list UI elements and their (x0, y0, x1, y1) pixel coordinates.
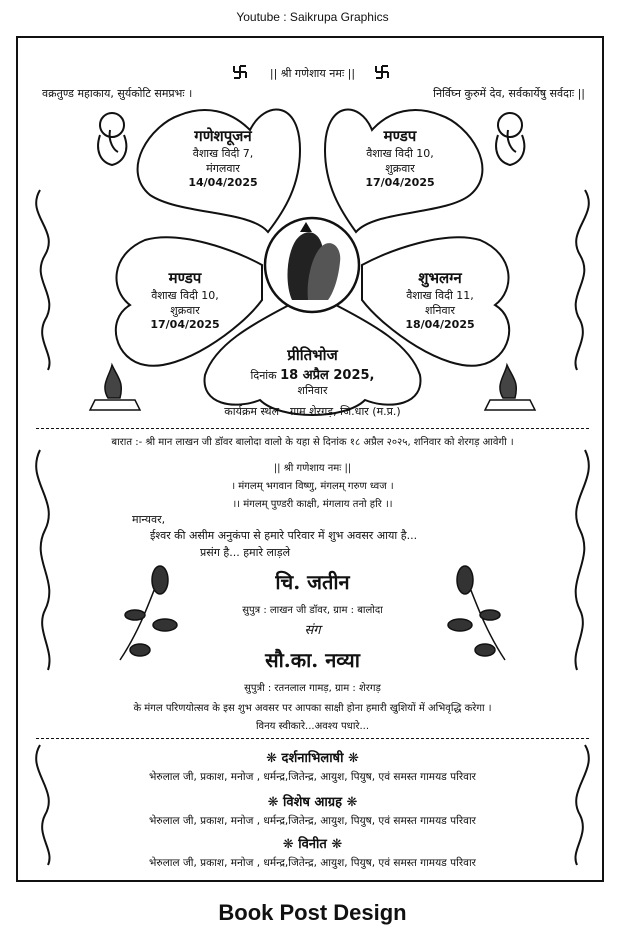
bride-name: सौ.का. नव्या (265, 648, 360, 672)
event-date: 17/04/2025 (150, 318, 220, 331)
invite-greeting: मान्यवर, (132, 513, 166, 526)
event-date: 14/04/2025 (188, 176, 258, 189)
event-date: 17/04/2025 (365, 176, 435, 189)
event-line: वैशाख विदी 10, (366, 147, 434, 160)
closing-line-1: के मंगल परिणयोत्सव के इस शुभ अवसर पर आपका साक्षी होना हमारी खुशियों में अभिवृद्धि करेगा । (133, 703, 492, 714)
event-title: मण्डप (168, 269, 202, 287)
section-vineet-text: भेरुलाल जी, प्रकाश, मनोज , धर्मन्द्र,जितेन्द्र, आयुश, पियुष, एवं समस्त गामयड परिवार (149, 857, 476, 869)
shloka-line-1: || श्री गणेशाय नमः || (273, 463, 352, 474)
event-day: मंगलवार (206, 162, 240, 175)
divider-dashed (36, 428, 589, 429)
ganesha-left-icon (98, 113, 126, 165)
bride-parent: सुपुत्री : रतनलाल गामड़, ग्राम : शेरगड़ (244, 683, 381, 694)
invite-line-2: प्रसंग है... हमारे लाड़ले (200, 546, 291, 559)
groom-name: चि. जतीन (275, 570, 350, 594)
barat-notice: बारात :- श्री मान लाखन जी डॉवर बालोदा वालो के यहा से दिनांक १८ अप्रैल २०२५, शनिवार को शेरगड़ आवेगी । (111, 437, 514, 448)
section-vishesh-aagrah-text: भेरुलाल जी, प्रकाश, मनोज , धर्मन्द्र,जितेन्द्र, आयुश, पियुष, एवं समस्त गामयड परिवार (149, 815, 476, 827)
shloka-line-3: ।। मंगलम् पुण्डरी काक्षी, मंगलाय तनो हरि ।। (232, 499, 393, 510)
invite-line-1: ईश्वर की असीम अनुकंपा से हमारे परिवार में शुभ अवसर आया है... (150, 529, 418, 542)
section-darshanabhilashi-text: भेरुलाल जी, प्रकाश, मनोज , धर्मन्द्र,जितेन्द्र, आयुश, पियुष, एवं समस्त गामयड परिवार (149, 771, 476, 783)
event-line: वैशाख विदी 10, (151, 289, 219, 302)
event-day: शनिवार (297, 384, 328, 397)
event-title: मण्डप (383, 127, 417, 145)
event-mandap-left (115, 268, 255, 331)
event-line: वैशाख विदी 7, (192, 147, 254, 160)
event-mandap-top (325, 126, 475, 189)
venue: कार्यक्रम स्थल - ग्राम शेरगड़, जि.धार (म.प्र.) (224, 405, 401, 418)
divider-dashed (36, 738, 589, 739)
ornament-right-top-icon (575, 190, 588, 370)
event-line (225, 365, 400, 383)
event-date: 18/04/2025 (405, 318, 475, 331)
top-invocation: || श्री गणेशाय नमः || (269, 67, 356, 80)
groom-parent: सुपुत्र : लाखन जी डॉवर, ग्राम : बालोदा (242, 605, 383, 616)
event-title: गणेशपूजन (194, 127, 252, 145)
event-line: वैशाख विदी 11, (406, 289, 474, 302)
shloka-line-2: । मंगलम् भगवान विष्णु, मंगलम् गरुण ध्वज । (231, 481, 394, 492)
section-vineet-title: ❋ विनीत ❋ (282, 837, 343, 852)
section-vishesh-aagrah-title: ❋ विशेष आग्रह ❋ (267, 795, 358, 810)
ornament-left-top-icon (36, 190, 49, 370)
right-shloka: निर्विघ्न कुरुमें देव, सर्वकार्येषु सर्वदाः || (433, 87, 585, 100)
event-day: शनिवार (425, 304, 455, 317)
event-title: शुभलग्न (418, 269, 462, 287)
event-ganeshpujan (148, 126, 298, 189)
event-day: शुक्रवार (385, 162, 415, 175)
event-date: 18 अप्रैल 2025, (280, 368, 375, 383)
youtube-credit: Youtube : Saikrupa Graphics (236, 10, 389, 24)
event-title: प्रीतिभोज (287, 346, 338, 364)
section-darshanabhilashi-title: ❋ दर्शनाभिलाषी ❋ (266, 751, 359, 766)
event-date-prefix: दिनांक (250, 369, 277, 382)
sang-text: संग (304, 623, 321, 638)
closing-line-2: विनय स्वीकारे...अवश्य पधारे... (255, 721, 370, 732)
event-pritibhoj (225, 345, 400, 398)
event-shubhlagna (370, 268, 510, 331)
ganesha-right-icon (496, 113, 524, 165)
event-day: शुक्रवार (170, 304, 200, 317)
footer-title: Book Post Design (218, 900, 407, 925)
left-shloka: वक्रतुण्ड महाकाय, सुर्यकोटि समप्रभः । (42, 87, 193, 100)
